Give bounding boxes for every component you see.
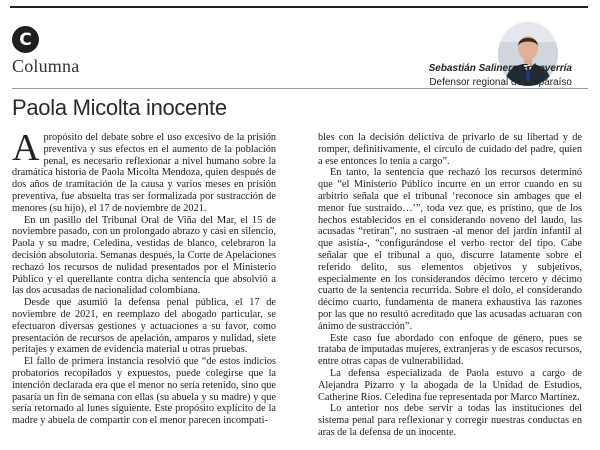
article-paragraph: En tanto, la sentencia que rechazó los recursos determinó que “el Ministerio Público incurre en un error cuando en su arbitrio señala que el tribunal ‘reconoce sin ambages que el menor fue sustraído…’”, toda vez que, es prístino, que de los hechos establecidos en el considerando noveno del laudo, las acusadas “retiran”, no sustraen -al menor del jardín infantil al que asistía-, “configurándose el verbo rector del tipo. Cabe señalar que el tribunal a quo, discurre latamente sobre el referido delito, sus elementos objetivos y subjetivos, especialmente en los considerandos décimo tercero y décimo cuarto de la sentencia recurrida. Sobre el dolo, el considerando décimo cuarto, fundamenta de manera exhaustiva las razones por las que no resultó acreditado que las acusadas actuaran con ánimo de sustracción”. xyxy=(318,167,582,332)
article-headline: Paola Micolta inocente xyxy=(12,95,227,120)
drop-cap: A xyxy=(12,127,40,169)
article-paragraph: El fallo de primera instancia resolvió que “de estos indicios probatorios recopilados y expuestos, puede colegirse que la intención declarada era que el menor no sería retenido, sino que pasaría un fin de semana con ellas (su abuela y su madre) y que sería retornado al lunes siguiente. Este propósito explícito de la madre y abuela de compartir con el menor parecen incompati- xyxy=(12,356,276,427)
article-paragraph: bles con la decisión delictiva de privarlo de su libertad y de romper, definitivamente, el círculo de cuidado del padre, quien a ese entonces lo tenía a cargo”. xyxy=(318,132,582,167)
article-paragraph: En un pasillo del Tribunal Oral de Viña del Mar, el 15 de noviembre pasado, con un prolongado abrazo y casi en silencio, Paola y su madre, Celedina, vestidas de blanco, celebraron la decisión absolutoria. Semanas después, la Corte de Apelaciones rechazó los recursos de nulidad presentados por el Ministerio Público y el querellante contra dicha sentencia que absolvió a las dos acusadas de nacionalidad colombiana. xyxy=(12,214,276,297)
article-paragraph: Desde que asumió la defensa penal pública, el 17 de noviembre de 2021, en reemplazo del abogado particular, se efectuaron diversas gestiones y actuaciones a su favor, como presentación de recursos de apelación, amparos y nulidad, siete peritajes y examen de evidencia material u otras pruebas. xyxy=(12,297,276,356)
article-paragraph: Apropósito del debate sobre el uso excesivo de la prisión preventiva y sus efectos en el aumento de la población penal, es necesario reflexionar a nivel humano sobre la dramática historia de Paola Micolta Mendoza, quien después de dos años de tramitación de la causa y varios meses en prisión preventiva, fue absuelta tras ser formalizada por sustracción de menores (su hijo), el 17 de noviembre de 2021. xyxy=(12,127,276,214)
author-role: Defensor regional de Valparaíso xyxy=(429,77,572,88)
article-paragraph: Lo anterior nos debe servir a todas las instituciones del sistema penal para reflexionar y corregir nuestras conductas en aras de la defensa de un inocente. xyxy=(318,403,582,438)
top-rule xyxy=(10,6,588,8)
author-byline xyxy=(429,63,572,88)
header-divider xyxy=(12,88,588,89)
author-name: Sebastián Salinero Echeverría xyxy=(428,63,572,74)
article-column-left xyxy=(12,127,276,427)
article-paragraph: La defensa especializada de Paola estuvo a cargo de Alejandra Pizarro y la abogada de la Unidad de Estudios, Catherine Ríos. Celedina fue representada por Marco Martínez. xyxy=(318,367,582,403)
section-badge: C xyxy=(12,26,39,53)
section-label: Columna xyxy=(12,56,80,76)
article-paragraph: Este caso fue abordado con enfoque de género, pues se trataba de imputadas mujeres, extranjeras y de escasos recursos, entre otras capas de vulnerabilidad. xyxy=(318,332,582,368)
article-column-right xyxy=(318,132,582,439)
